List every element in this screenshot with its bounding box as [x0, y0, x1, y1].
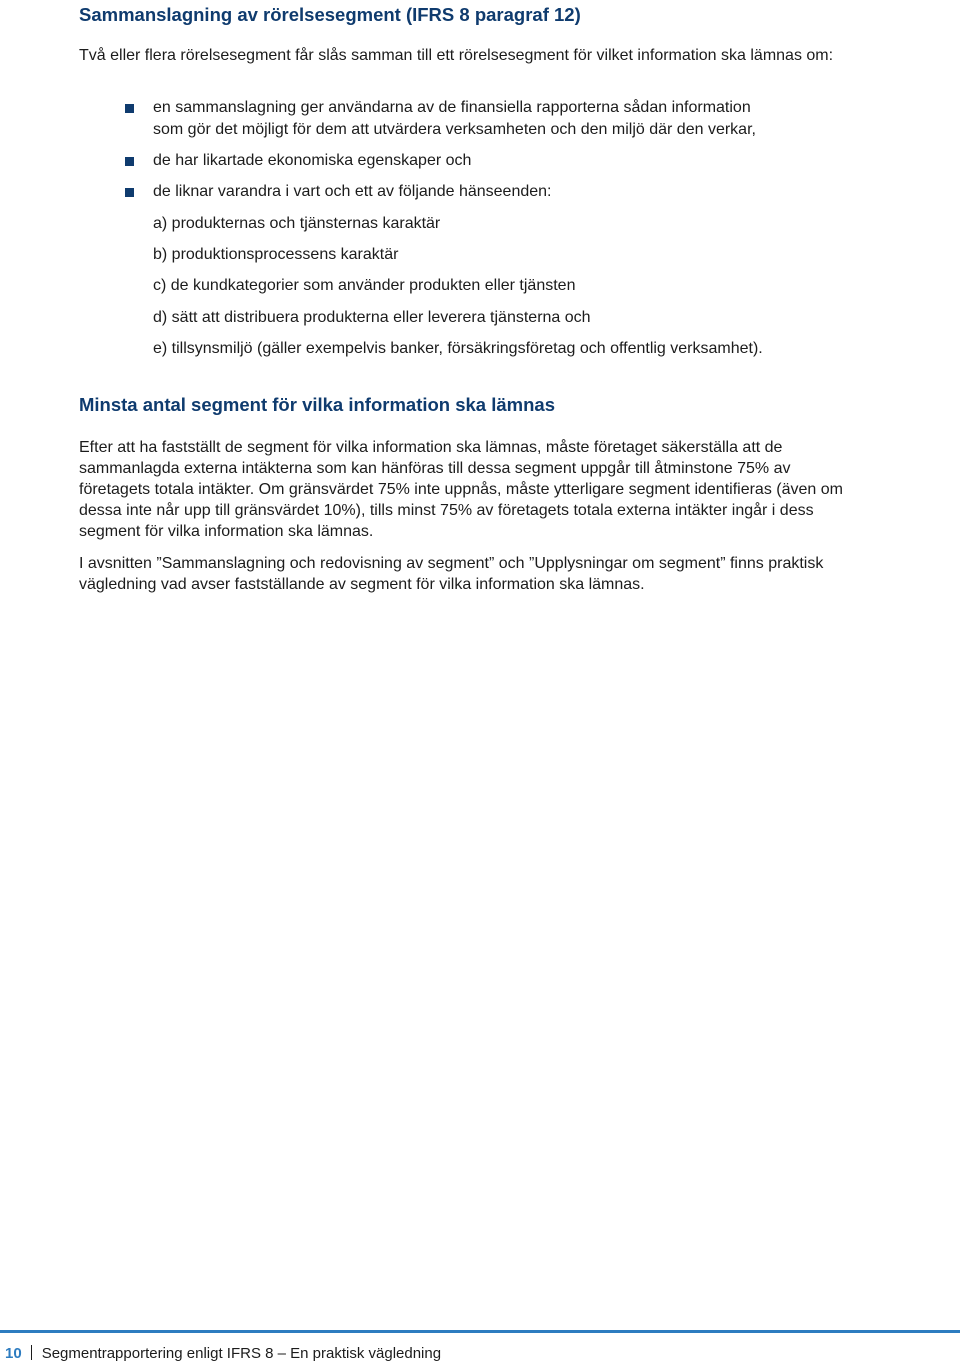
- sub-item: a) produkternas och tjänsternas karaktär: [153, 215, 441, 232]
- intro-paragraph: Två eller flera rörelsesegment får slås samman till ett rörelsesegment för vilket information ska lämnas om:: [79, 47, 834, 64]
- page-number: 10: [5, 1345, 22, 1362]
- square-bullet-icon: [125, 188, 134, 197]
- bullet-item: [153, 181, 843, 203]
- bullet-item: [153, 150, 843, 172]
- body-paragraph: I avsnitten ”Sammanslagning och redovisning av segment” och ”Upplysningar om segment” finns praktisk vägledning vad avser fastställande av segment för vilka information ska lämnas.: [79, 555, 824, 593]
- bullet-text-line: de liknar varandra i vart och ett av följande hänseenden:: [153, 183, 552, 200]
- sub-item: c) de kundkategorier som använder produkten eller tjänsten: [153, 277, 576, 294]
- section-heading-aggregation: Sammanslagning av rörelsesegment (IFRS 8 paragraf 12): [79, 4, 581, 25]
- sub-item: d) sätt att distribuera produkterna eller leverera tjänsterna och: [153, 309, 591, 326]
- square-bullet-icon: [125, 157, 134, 166]
- footer-separator: [31, 1345, 32, 1360]
- square-bullet-icon: [125, 104, 134, 113]
- page-footer: [5, 1345, 441, 1362]
- body-paragraph: Efter att ha fastställt de segment för vilka information ska lämnas, måste företaget säkerställa att de sammanlagda externa intäkterna som kan hänföras till dessa segment uppgår till åtminstone 75% av företagets totala intäkter. Om gränsvärdet 75% inte uppnås, måste ytterligare segment identifieras (även om dessa inte når upp till gränsvärdet 10%), tills minst 75% av företagets totala externa intäkter ingår i dess segment för vilka information ska lämnas.: [79, 439, 843, 540]
- sub-item: b) produktionsprocessens karaktär: [153, 246, 399, 263]
- document-title: Segmentrapportering enligt IFRS 8 – En praktisk vägledning: [41, 1345, 442, 1362]
- sub-item: e) tillsynsmiljö (gäller exempelvis banker, försäkringsföretag och offentlig verksamhet).: [153, 340, 763, 357]
- section-heading-minimum-segments: Minsta antal segment för vilka information ska lämnas: [79, 394, 555, 415]
- bullet-text-line: de har likartade ekonomiska egenskaper och: [153, 152, 472, 169]
- bullet-item: [153, 97, 843, 141]
- footer-rule: [0, 1330, 960, 1333]
- bullet-text-line: en sammanslagning ger användarna av de finansiella rapporterna sådan information: [153, 99, 751, 116]
- bullet-text-line: som gör det möjligt för dem att utvärdera verksamheten och den miljö där den verkar,: [153, 121, 756, 138]
